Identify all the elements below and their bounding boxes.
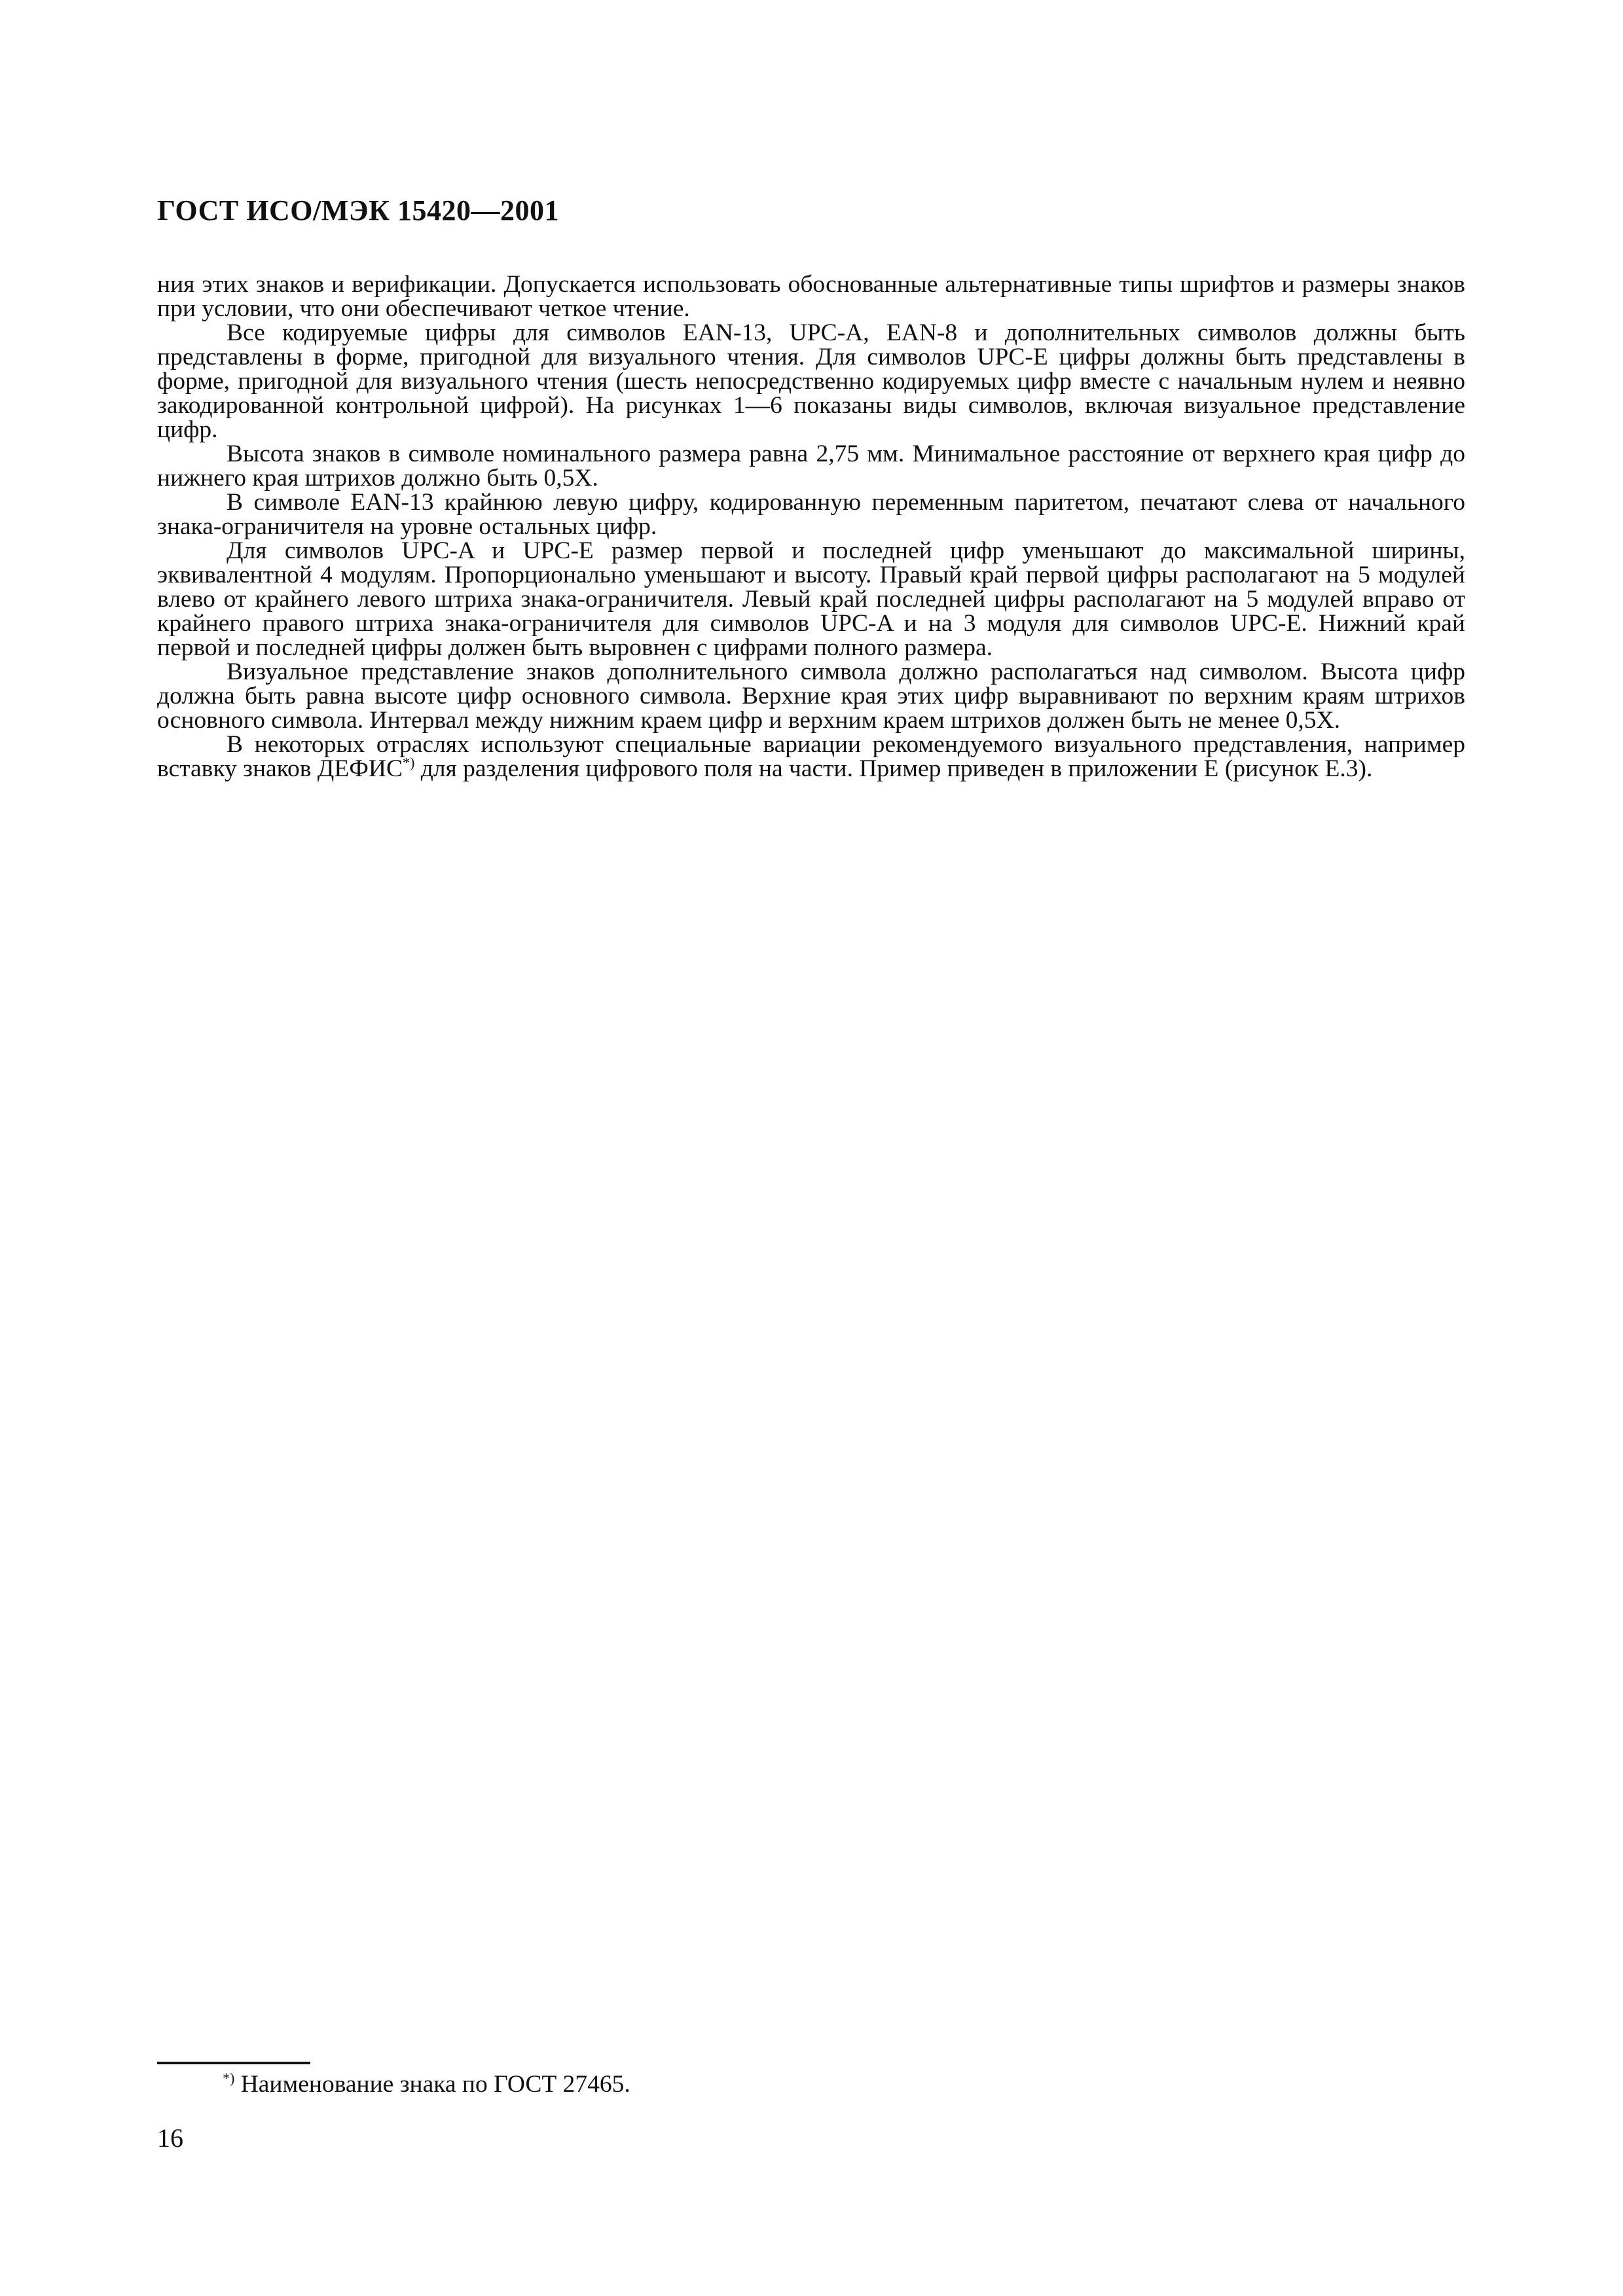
paragraph-7 — [157, 732, 1465, 781]
footnote-text: Наименование знака по ГОСТ 27465. — [234, 2071, 630, 2098]
paragraph-3: Высота знаков в символе номинального размера равна 2,75 мм. Минимальное расстояние от верхнего края цифр до нижнего края штрихов должно быть 0,5X. — [157, 440, 1465, 492]
footnote-divider — [157, 2062, 310, 2064]
paragraph-7-text-end: для разделения цифрового поля на части. Пример приведен в приложении Е (рисунок Е.3). — [414, 755, 1373, 782]
footnote — [223, 2072, 630, 2098]
paragraph-4: В символе EAN-13 крайнюю левую цифру, кодированную переменным паритетом, печатают слева от начального знака-ограничителя на уровне остальных цифр. — [157, 489, 1465, 540]
paragraph-2: Все кодируемые цифры для символов EAN-13, UPC-A, EAN-8 и дополнительных символов должны быть представлены в форме, пригодной для визуального чтения. Для символов UPC-E цифры должны быть представлены в форме, пригодной для визуального чтения (шесть непосредственно кодируемых цифр вместе с начальным нулем и неявно закодированной контрольной цифрой). На рисунках 1—6 показаны виды символов, включая визуальное представление цифр. — [157, 319, 1465, 443]
paragraph-1: ния этих знаков и верификации. Допускается использовать обоснованные альтернативные типы шрифтов и размеры знаков при условии, что они обеспечивают четкое чтение. — [157, 271, 1465, 322]
page-number: 16 — [157, 2123, 183, 2153]
paragraph-5: Для символов UPC-A и UPC-E размер первой и последней цифр уменьшают до максимальной ширины, эквивалентной 4 модулям. Пропорционально уменьшают и высоту. Правый край первой цифры располагают на 5 модулей влево от крайнего левого штриха знака-ограничителя. Левый край последней цифры располагают на 5 модулей вправо от крайнего правого штриха знака-ограничителя для символов UPC-A и на 3 модуля для символов UPC-E. Нижний край первой и последней цифры должен быть выровнен с цифрами полного размера. — [157, 537, 1465, 661]
footnote-marker: *) — [223, 2070, 235, 2087]
paragraph-6: Визуальное представление знаков дополнительного символа должно располагаться над символом. Высота цифр должна быть равна высоте цифр основного символа. Верхние края этих цифр выравнивают по верхним краям штрихов основного символа. Интервал между нижним краем цифр и верхним краем штрихов должен быть не менее 0,5X. — [157, 658, 1465, 734]
paragraph-7-text-start: В некоторых отраслях используют специальные вариации рекомендуемого визуального представления, например вставку знаков ДЕФИС — [157, 731, 1465, 782]
body-text — [157, 272, 1465, 781]
footnote-reference: *) — [403, 754, 415, 771]
document-header: ГОСТ ИСО/МЭК 15420—2001 — [157, 194, 560, 226]
